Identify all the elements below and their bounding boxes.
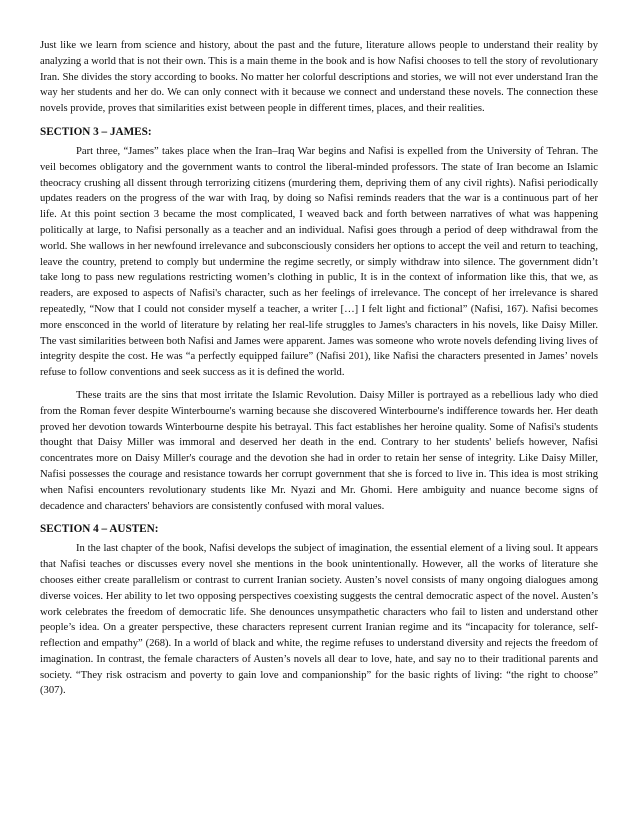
section-3-paragraph-2: These traits are the sins that most irritate the Islamic Revolution. Daisy Miller is portrayed as a rebellious lady who died from the Roman fever despite Winterbourne's warning because she discovered Winterbourne's indifference towards her. Her death proved her devotion towards Winterbourne despite his betrayal. This fact establishes her heroine quality. Some of Nafisi's students thought that Daisy Miller was immoral and deserved her death in the end. Contrary to her students' beliefs however, Nafisi concentrates more on Daisy Miller's courage and the devotion she had in order to retain her sense of integrity. Like Daisy Miller, Nafisi possesses the courage and resistance towards her corrupt government that she is forced to live in. This idea is most striking when Nafisi encounters revolutionary students like Mr. Nyazi and Mr. Ghomi. Here ambiguity and nuance become signs of decadence and characters' behaviors are consistently confused with moral values. (40, 389, 598, 512)
section-4-paragraph-1: In the last chapter of the book, Nafisi develops the subject of imagination, the essential element of a living soul. It appears that Nafisi teaches or discusses every novel she mentions in the book unintentionally. However, all the works of literature she chooses either create parallelism or contrast to current Iranian society. Austen’s novel consists of many ongoing dialogues among diverse voices. Her ability to let two opposing perspectives coexisting suggests the central democratic aspect of the novel. Austen’s work celebrates the freedom of democratic life. She denounces unsympathetic characters who fail to listen and understand other people’s idea. On a greater perspective, these characters represent current Iranian regime and its “incapacity for tolerance, self-reflection and empathy” (268). In a world of black and white, the regime refuses to understand diversity and rejects the freedom of imagination. In contrast, the female characters of Austen’s novels all dear to love, hate, and say no to their traditional parents and society. “They risk ostracism and poverty to gain love and companionship” for the basic rights of living: “the right to choose” (307). (40, 543, 598, 697)
paragraph-gap (40, 381, 598, 388)
intro-paragraph: Just like we learn from science and history, about the past and the future, literature allows people to understand their reality by analyzing a world that is not their own. This is a main theme in the book and is how Nafisi chooses to tell the story of revolutionary Iran. She divides the story according to books. No matter her colorful descriptions and stories, we will not ever understand Iran the way her students and her do. We can only connect with it because we connect and understand these novels. The connection these novels provide, proves that similarities exist between people in different times, places, and their realities. (40, 40, 598, 115)
section-3-heading: SECTION 3 – JAMES: (40, 125, 152, 138)
section-4-heading: SECTION 4 – AUSTEN: (40, 523, 159, 536)
section-3-paragraph-1: Part three, “James” takes place when the Iran–Iraq War begins and Nafisi is expelled from the University of Tehran. The veil becomes obligatory and the government wants to control the liberal-minded professors. The state of Iran become an Islamic theocracy crushing all dissent through terrorizing citizens (murdering them, depriving them of any civil rights). Nafisi periodically updates readers on the progress of the war with Iraq, by doing so Nafisi reminds readers that the war is a continuous part of her life. At this point section 3 became the most complicated, I weaved back and forth between narratives of what was happening politically at large, to Nafisi personally as a teacher and an individual. Nafisi goes through a period of deep withdrawal from the world. She wallows in her newfound irrelevance and subconsciously considers her options to accept the veil and return to teaching, leave the country, pretend to comply but undermine the regime secretly, or simply withdraw into silence. The government didn’t take long to pass new regulations restricting women’s clothing in public, It is in the context of information like this, that we, as readers, are exposed to aspects of Nafisi's character, such as her feelings of irrelevance. The concept of her irrelevance is shared repeatedly, “Now that I could not consider myself a teacher, a writer […] I felt light and fictional” (Nafisi, 167). Nafisi becomes more ensconced in the world of literature by relating her real-life struggles to James's characters in his novels, like Daisy Miller. The vast similarities between both Nafisi and James were apparent. James was someone who wrote novels defending living lives of integrity despite the cost. He was “a perfectly equipped failure” (Nafisi 201), like Nafisi the characters presented in James’ novels refuse to follow conventions and seek success as it is defined the world. (40, 145, 598, 379)
